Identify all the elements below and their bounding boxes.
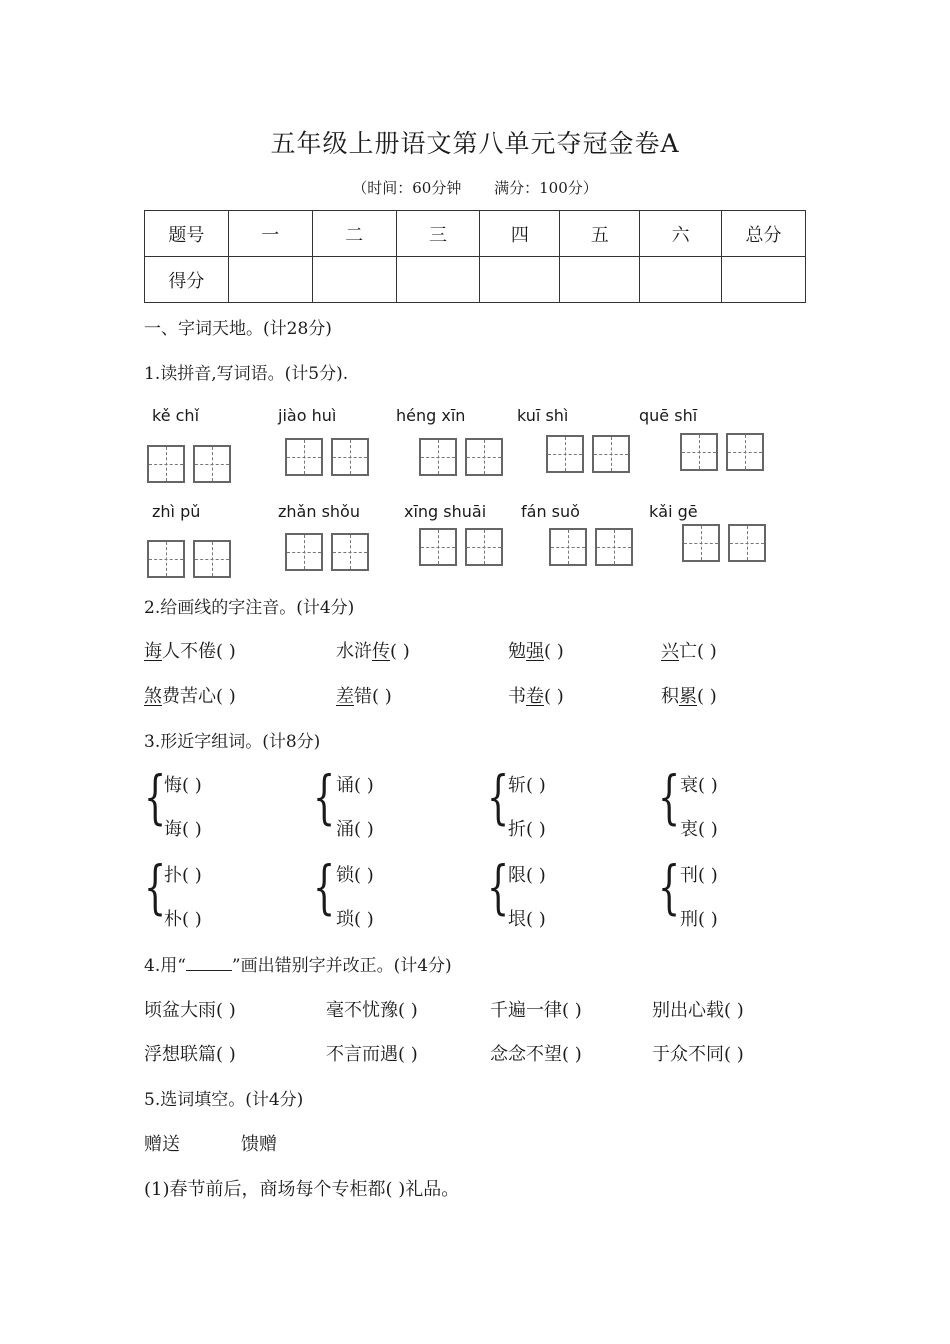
score-table-header-row (145, 211, 806, 257)
pinyin-label: zhǎn shǒu (278, 502, 360, 521)
item-text: 错( ) (354, 686, 392, 707)
page-title: 五年级上册语文第八单元夺冠金卷A (270, 129, 680, 158)
word-group-item[interactable]: 限( ) (508, 865, 546, 886)
character-writing-box[interactable] (465, 438, 503, 476)
brace-icon: { (313, 763, 336, 831)
pronunciation-item[interactable] (661, 682, 717, 708)
cell-part-1: 一 (228, 211, 312, 257)
typo-correction-item[interactable]: 千遍一律( ) (490, 1000, 582, 1021)
question-4-title (144, 951, 452, 976)
character-writing-box[interactable] (680, 433, 718, 471)
cell-part-3: 三 (396, 211, 480, 257)
typo-correction-item[interactable]: 顷盆大雨( ) (144, 1000, 236, 1021)
cell-part-4: 四 (480, 211, 560, 257)
word-group-item[interactable]: 锁( ) (336, 865, 374, 886)
pronunciation-item[interactable] (661, 637, 717, 663)
cell-total: 总分 (722, 211, 806, 257)
pronunciation-item[interactable] (508, 682, 564, 708)
character-writing-box[interactable] (331, 533, 369, 571)
title-text: ”画出错别字并改正。(计4分) (231, 956, 452, 976)
word-choice: 馈赠 (241, 1134, 277, 1155)
character-writing-box[interactable] (419, 438, 457, 476)
pronunciation-item[interactable] (336, 637, 410, 663)
item-text: ( ) (544, 686, 564, 707)
underlined-char: 煞 (144, 686, 162, 707)
character-writing-box[interactable] (595, 528, 633, 566)
question-5-title: 5.选词填空。(计4分) (144, 1090, 304, 1110)
word-group-item[interactable]: 涌( ) (336, 819, 374, 840)
exam-time: （时间：60分钟 (352, 179, 462, 197)
character-writing-box[interactable] (549, 528, 587, 566)
pronunciation-item[interactable] (508, 637, 564, 663)
word-group-item[interactable]: 刑( ) (680, 909, 718, 930)
pinyin-label: xīng shuāi (404, 502, 487, 521)
question-1-title: 1.读拼音,写词语。(计5分). (144, 364, 349, 384)
item-text: 勉 (508, 641, 526, 662)
underlined-char: 差 (336, 686, 354, 707)
score-input-cell[interactable] (560, 257, 640, 303)
item-text: 人不倦( ) (162, 641, 236, 662)
score-input-cell[interactable] (480, 257, 560, 303)
brace-icon: { (658, 853, 681, 921)
character-writing-box[interactable] (682, 524, 720, 562)
score-input-cell[interactable] (640, 257, 722, 303)
brace-icon: { (658, 763, 681, 831)
cell-score-label: 得分 (145, 257, 229, 303)
character-writing-box[interactable] (419, 528, 457, 566)
pronunciation-item[interactable] (144, 682, 236, 708)
score-table (144, 210, 806, 303)
word-group-item[interactable]: 衰( ) (680, 775, 718, 796)
word-group-item[interactable]: 诲( ) (164, 819, 202, 840)
character-writing-box[interactable] (728, 524, 766, 562)
exam-full-score: 满分：100分） (494, 179, 598, 197)
character-writing-box[interactable] (147, 540, 185, 578)
item-text: 积 (661, 686, 679, 707)
underlined-char: 强 (526, 641, 544, 662)
brace-icon: { (144, 853, 167, 921)
exam-info (0, 177, 950, 198)
cell-label: 题号 (145, 211, 229, 257)
word-group-item[interactable]: 斩( ) (508, 775, 546, 796)
underlined-char: 卷 (526, 686, 544, 707)
pinyin-label: fán suǒ (521, 502, 580, 521)
word-choice: 赠送 (144, 1134, 180, 1155)
word-group-item[interactable]: 扑( ) (164, 865, 202, 886)
pronunciation-item[interactable] (144, 637, 236, 663)
character-writing-box[interactable] (285, 533, 323, 571)
item-text: 费苦心( ) (162, 686, 236, 707)
item-text: 书 (508, 686, 526, 707)
brace-icon: { (144, 763, 167, 831)
typo-correction-item[interactable]: 毫不忧豫( ) (326, 1000, 418, 1021)
character-writing-box[interactable] (331, 438, 369, 476)
pinyin-label: quē shī (639, 406, 698, 425)
word-group-item[interactable]: 诵( ) (336, 775, 374, 796)
item-text: ( ) (390, 641, 410, 662)
word-group-item[interactable]: 刊( ) (680, 865, 718, 886)
underlined-char: 传 (372, 641, 390, 662)
word-group-item[interactable]: 衷( ) (680, 819, 718, 840)
typo-correction-item[interactable]: 不言而遇( ) (326, 1044, 418, 1065)
item-text: 亡( ) (679, 641, 717, 662)
cell-part-6: 六 (640, 211, 722, 257)
section-1-title: 一、字词天地。(计28分) (144, 319, 332, 339)
word-group-item[interactable]: 琐( ) (336, 909, 374, 930)
word-group-item[interactable]: 朴( ) (164, 909, 202, 930)
character-writing-box[interactable] (193, 445, 231, 483)
underlined-char: 累 (679, 686, 697, 707)
cell-part-2: 二 (312, 211, 396, 257)
pinyin-label: jiào huì (278, 406, 337, 425)
score-input-cell[interactable] (228, 257, 312, 303)
pronunciation-item[interactable] (336, 682, 392, 708)
typo-correction-item[interactable]: 浮想联篇( ) (144, 1044, 236, 1065)
character-writing-box[interactable] (147, 445, 185, 483)
word-group-item[interactable]: 悔( ) (164, 775, 202, 796)
character-writing-box[interactable] (193, 540, 231, 578)
pinyin-label: kǎi gē (649, 502, 698, 521)
word-group-item[interactable]: 垠( ) (508, 909, 546, 930)
score-input-cell[interactable] (312, 257, 396, 303)
item-text: ( ) (697, 686, 717, 707)
typo-correction-item[interactable]: 念念不望( ) (490, 1044, 582, 1065)
underlined-char: 诲 (144, 641, 162, 662)
brace-icon: { (487, 763, 510, 831)
underline-mark-sample (186, 956, 232, 971)
word-group-item[interactable]: 折( ) (508, 819, 546, 840)
title-text: 4.用“ (144, 956, 186, 976)
item-text: 水浒 (336, 641, 372, 662)
item-text: ( ) (544, 641, 564, 662)
pinyin-label: héng xīn (396, 406, 466, 425)
question-2-title: 2.给画线的字注音。(计4分) (144, 598, 355, 618)
question-3-title: 3.形近字组词。(计8分) (144, 732, 321, 752)
character-writing-box[interactable] (592, 435, 630, 473)
pinyin-label: kě chǐ (152, 406, 200, 425)
score-table-score-row (145, 257, 806, 303)
character-writing-box[interactable] (285, 438, 323, 476)
brace-icon: { (313, 853, 336, 921)
typo-correction-item[interactable]: 别出心载( ) (652, 1000, 744, 1021)
score-input-cell[interactable] (396, 257, 480, 303)
typo-correction-item[interactable]: 于众不同( ) (652, 1044, 744, 1065)
character-writing-box[interactable] (546, 435, 584, 473)
underlined-char: 兴 (661, 641, 679, 662)
brace-icon: { (487, 853, 510, 921)
character-writing-box[interactable] (465, 528, 503, 566)
cell-part-5: 五 (560, 211, 640, 257)
score-input-cell[interactable] (722, 257, 806, 303)
fill-in-sentence[interactable]: (1)春节前后，商场每个专柜都( )礼品。 (144, 1179, 460, 1200)
character-writing-box[interactable] (726, 433, 764, 471)
pinyin-label: kuī shì (517, 406, 569, 425)
pinyin-label: zhì pǔ (152, 502, 201, 521)
